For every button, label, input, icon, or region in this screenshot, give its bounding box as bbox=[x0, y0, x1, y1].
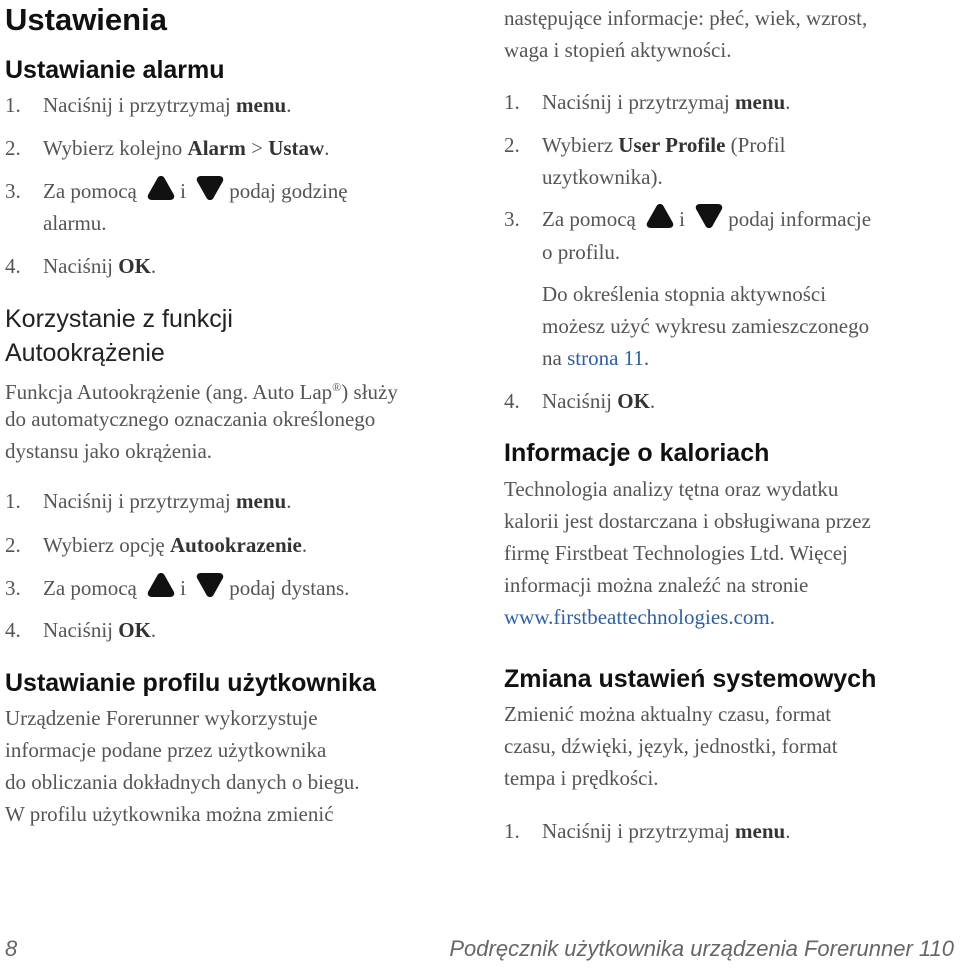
profile-cont-line-2: waga i stopień aktywności. bbox=[504, 38, 732, 62]
page-number: 8 bbox=[5, 936, 18, 961]
profile-cont-line-1: następujące informacje: płeć, wiek, wzrost, bbox=[504, 6, 868, 30]
autolap-step-1: 1. Naciśnij i przytrzymaj menu. bbox=[5, 489, 292, 513]
down-arrow-button-icon bbox=[694, 203, 724, 229]
alarm-heading: Ustawianie alarmu bbox=[5, 56, 225, 84]
profile-paragraph-line-4: W profilu użytkownika można zmienić bbox=[5, 802, 334, 826]
system-step-1: 1. Naciśnij i przytrzymaj menu. bbox=[504, 819, 791, 843]
profile-note-line-1: Do określenia stopnia aktywności bbox=[542, 282, 827, 306]
profile-step-1: 1. Naciśnij i przytrzymaj menu. bbox=[504, 90, 791, 114]
calories-paragraph-line-1: Technologia analizy tętna oraz wydatku bbox=[504, 477, 839, 501]
calories-heading: Informacje o kaloriach bbox=[504, 439, 770, 467]
page-title: Ustawienia bbox=[5, 2, 167, 37]
profile-step-3-cont: o profilu. bbox=[542, 240, 621, 264]
autolap-step-2: 2. Wybierz opcję Autookrazenie. bbox=[5, 533, 308, 557]
profile-note-line-3: na strona 11. bbox=[542, 346, 650, 370]
autolap-paragraph-line-3: dystansu jako okrążenia. bbox=[5, 439, 213, 463]
calories-paragraph-line-3: firmę Firstbeat Technologies Ltd. Więcej bbox=[504, 541, 848, 565]
profile-paragraph-line-3: do obliczania dokładnych danych o biegu. bbox=[5, 770, 360, 794]
calories-paragraph-line-4: informacji można znaleźć na stronie bbox=[504, 573, 809, 597]
alarm-step-4: 4. Naciśnij OK. bbox=[5, 254, 157, 278]
profile-step-4: 4. Naciśnij OK. bbox=[504, 389, 656, 413]
system-heading: Zmiana ustawień systemowych bbox=[504, 665, 877, 693]
system-paragraph-line-3: tempa i prędkości. bbox=[504, 766, 659, 790]
footer-manual-title: Podręcznik użytkownika urządzenia Forerunner 110 bbox=[449, 936, 954, 961]
down-arrow-button-icon bbox=[195, 175, 225, 201]
autolap-heading-2: Autookrążenie bbox=[5, 339, 165, 367]
system-paragraph-line-2: czasu, dźwięki, język, jednostki, format bbox=[504, 734, 838, 758]
up-arrow-button-icon bbox=[146, 175, 176, 201]
alarm-step-3: 3. Za pomocą i podaj godzinę bbox=[5, 175, 348, 207]
up-arrow-button-icon bbox=[645, 203, 675, 229]
alarm-step-2: 2. Wybierz kolejno Alarm > Ustaw. bbox=[5, 136, 330, 160]
profile-step-2: 2. Wybierz User Profile (Profil bbox=[504, 133, 786, 157]
profile-paragraph-line-1: Urządzenie Forerunner wykorzystuje bbox=[5, 706, 318, 730]
alarm-step-3-cont: alarmu. bbox=[43, 211, 107, 235]
profile-step-2-cont: uzytkownika). bbox=[542, 165, 663, 189]
autolap-heading-1: Korzystanie z funkcji bbox=[5, 305, 233, 333]
profile-paragraph-line-2: informacje podane przez użytkownika bbox=[5, 738, 327, 762]
profile-heading: Ustawianie profilu użytkownika bbox=[5, 669, 376, 697]
calories-paragraph-line-2: kalorii jest dostarczana i obsługiwana przez bbox=[504, 509, 871, 533]
autolap-paragraph-line-1: Funkcja Autookrążenie (ang. Auto Lap®) służy bbox=[5, 380, 398, 404]
firstbeat-website-link[interactable]: www.firstbeattechnologies.com bbox=[504, 605, 770, 629]
system-paragraph-line-1: Zmienić można aktualny czasu, format bbox=[504, 702, 832, 726]
autolap-step-4: 4. Naciśnij OK. bbox=[5, 618, 157, 642]
down-arrow-button-icon bbox=[195, 572, 225, 598]
up-arrow-button-icon bbox=[146, 572, 176, 598]
calories-link-line: www.firstbeattechnologies.com. bbox=[504, 605, 775, 629]
alarm-step-1: 1. Naciśnij i przytrzymaj menu. bbox=[5, 93, 292, 117]
profile-step-3: 3. Za pomocą i podaj informacje bbox=[504, 203, 871, 235]
autolap-step-3: 3. Za pomocą i podaj dystans. bbox=[5, 572, 349, 604]
profile-note-line-2: możesz użyć wykresu zamieszczonego bbox=[542, 314, 870, 338]
page-reference-link[interactable]: strona 11 bbox=[567, 346, 644, 370]
autolap-paragraph-line-2: do automatycznego oznaczania określonego bbox=[5, 407, 376, 431]
